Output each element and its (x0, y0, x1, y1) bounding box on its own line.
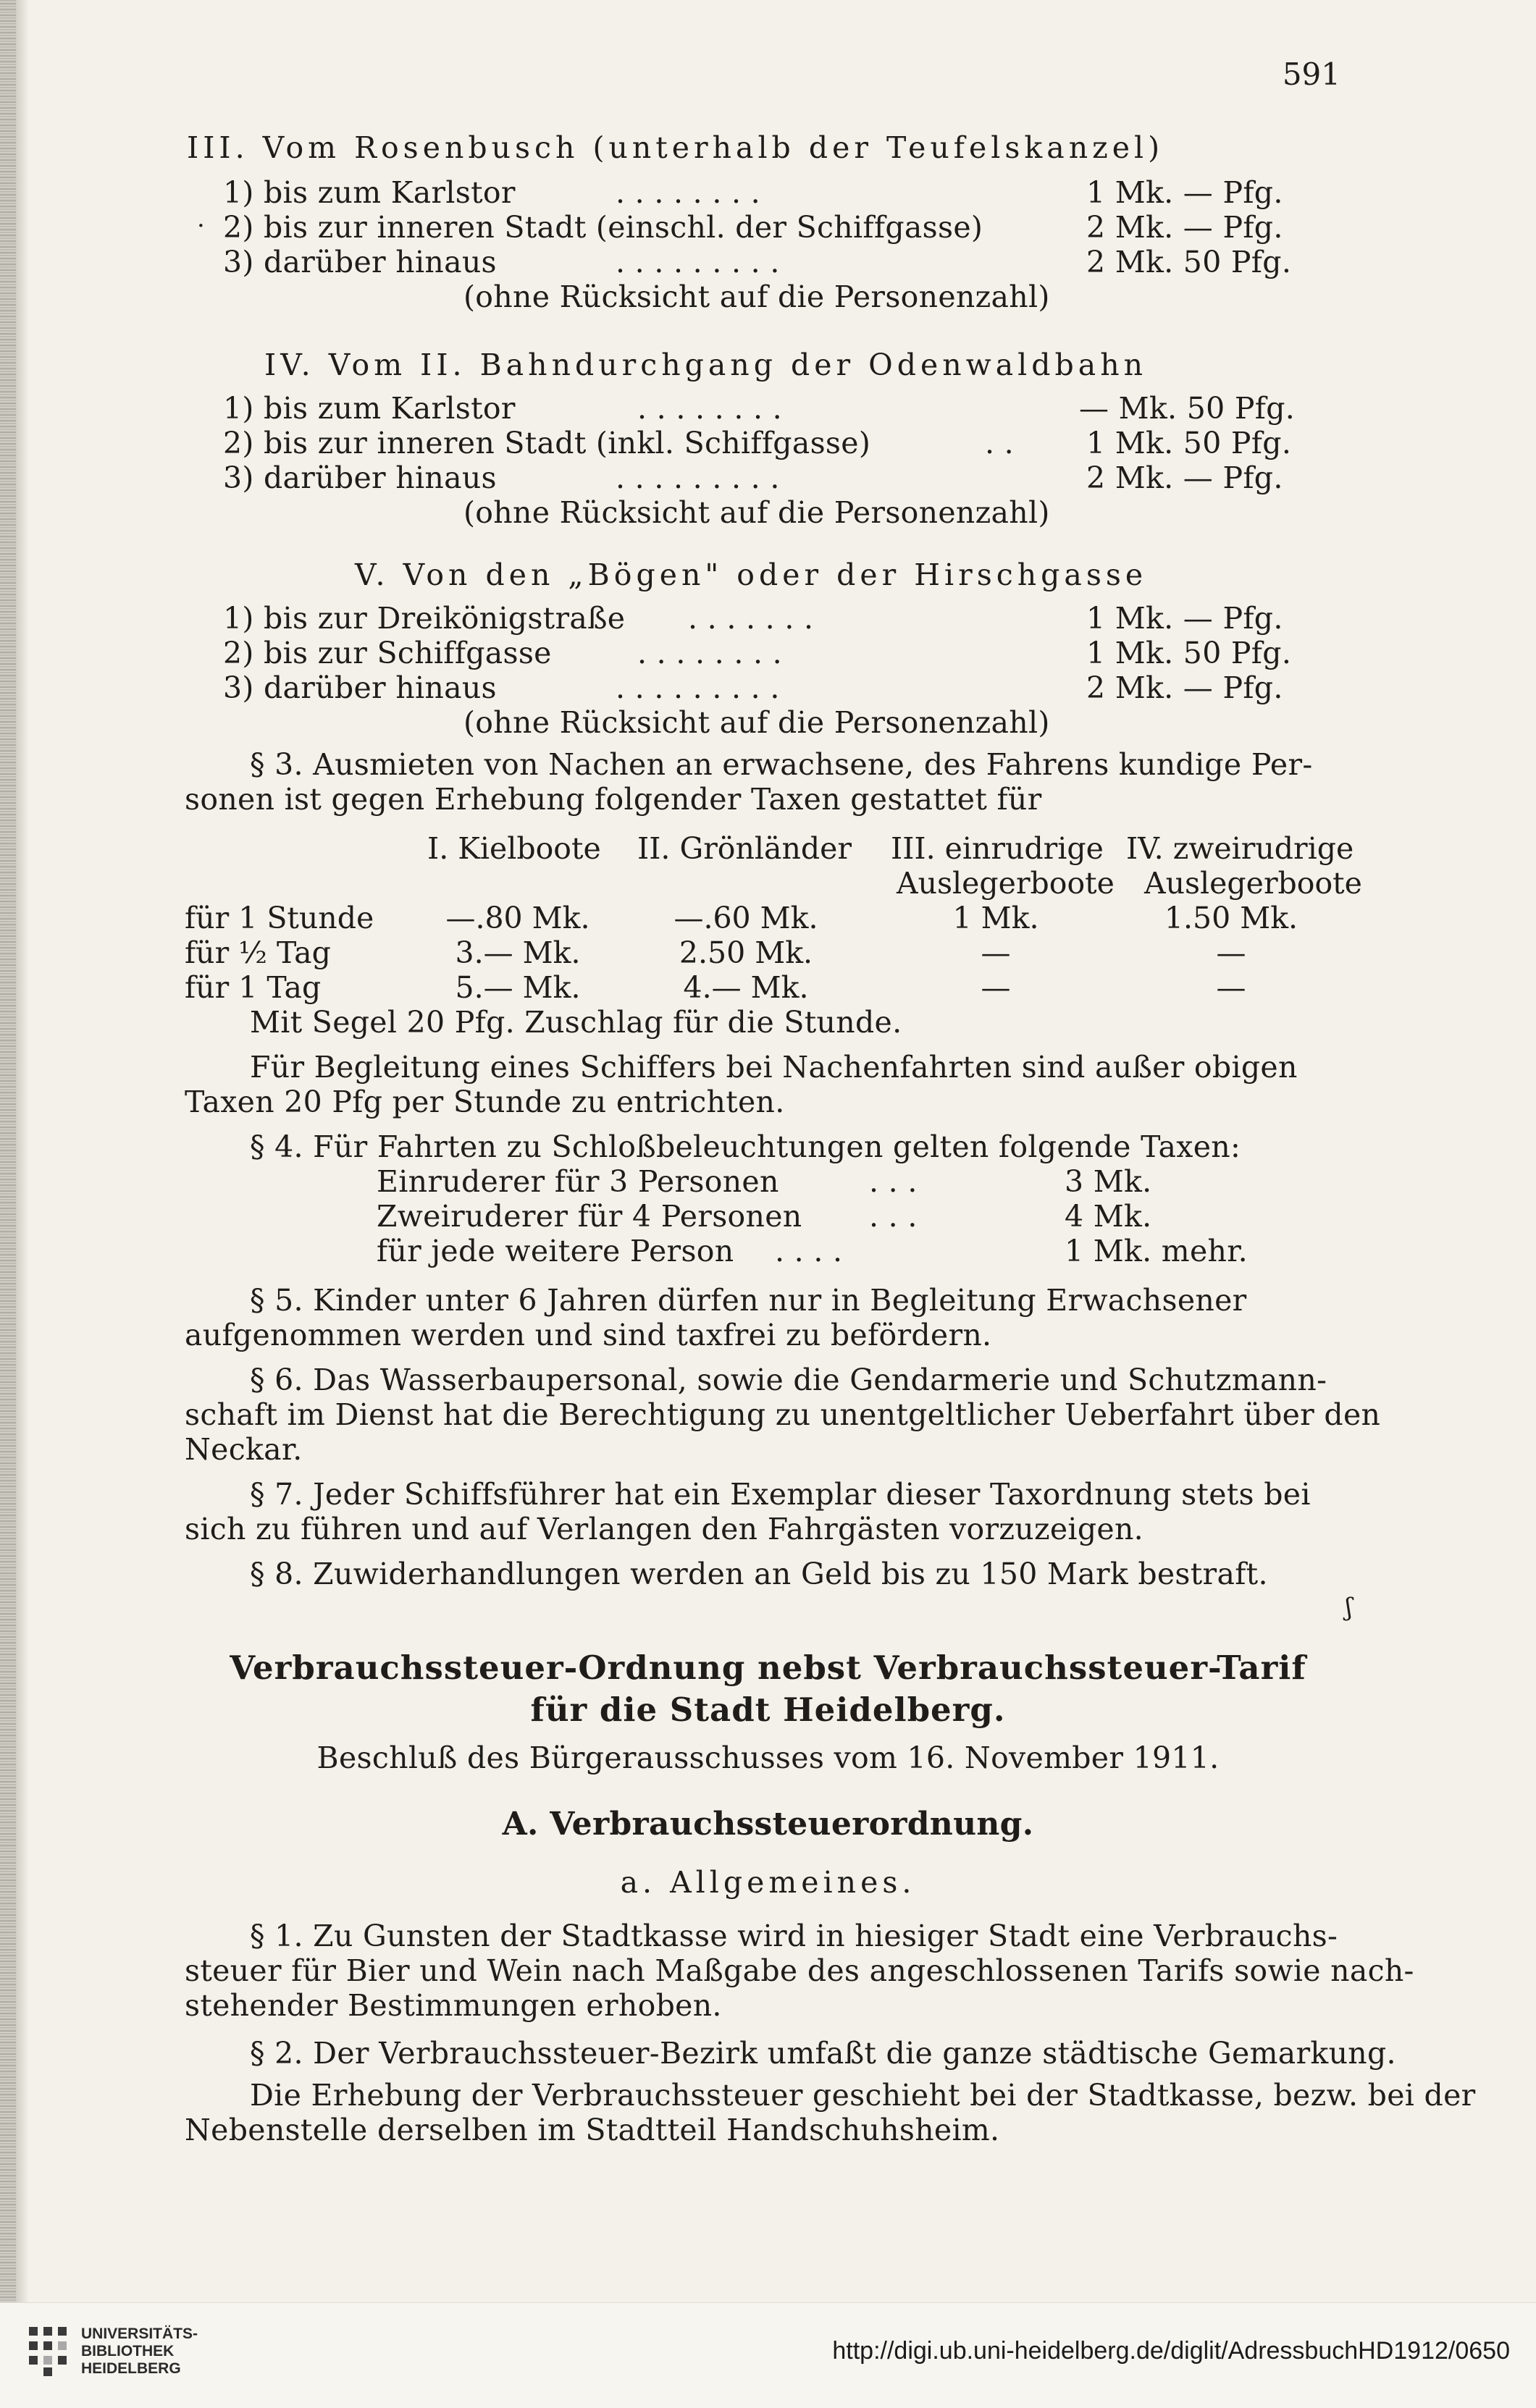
escort-line-1: Für Begleitung eines Schiffers bei Nachenfahrten sind außer obigen (250, 1050, 1298, 1085)
par4-row-2-price: 4 Mk. (1065, 1199, 1152, 1234)
section-iii-row-1-label: 1) bis zum Karlstor (223, 175, 516, 210)
par6-line-3: Neckar. (185, 1432, 303, 1467)
boat-table-row-3-cell-4: — (1216, 970, 1246, 1005)
par7-line-2: sich zu führen und auf Verlangen den Fahrgästen vorzuzeigen. (185, 1512, 1143, 1546)
library-name-line-1: UNIVERSITÄTS- (81, 2325, 198, 2342)
boat-table-header-1: I. Kielboote (427, 831, 601, 866)
section-v-note: (ohne Rücksicht auf die Personenzahl) (463, 705, 1050, 740)
section-iii-heading: III. Vom Rosenbusch (unterhalb der Teufelskanzel) (187, 130, 1164, 165)
section-iii-row-1-price: 1 Mk. — Pfg. (1086, 175, 1283, 210)
escort-line-2: Taxen 20 Pfg per Stunde zu entrichten. (185, 1085, 785, 1119)
par3-line-2: sonen ist gegen Erhebung folgender Taxen gestattet für (185, 782, 1042, 817)
tax-par1-line-3: stehender Bestimmungen erhoben. (185, 1988, 722, 2023)
boat-table-header-3: III. einrudrige (891, 831, 1104, 866)
binding-edge (0, 0, 16, 2407)
boat-table-row-3-cell-3: — (981, 970, 1011, 1005)
tax-par1-line-1: § 1. Zu Gunsten der Stadtkasse wird in hiesiger Stadt eine Verbrauchs- (250, 1919, 1338, 1953)
tax-par1-line-2: steuer für Bier und Wein nach Maßgabe des angeschlossenen Tarifs sowie nach- (185, 1953, 1414, 1988)
section-a-sub-heading: a. Allgemeines. (620, 1865, 916, 1900)
source-url-link[interactable]: http://digi.ub.uni-heidelberg.de/diglit/AdressbuchHD1912/0650 (832, 2337, 1510, 2365)
par3-line-1: § 3. Ausmieten von Nachen an erwachsene, des Fahrens kundige Per- (250, 747, 1313, 782)
section-iv-row-1-price: — Mk. 50 Pfg. (1079, 391, 1296, 426)
section-v-row-3-price: 2 Mk. — Pfg. (1086, 670, 1283, 705)
section-iv-row-2-price: 1 Mk. 50 Pfg. (1086, 426, 1292, 460)
par5-line-1: § 5. Kinder unter 6 Jahren dürfen nur in Begleitung Erwachsener (250, 1283, 1247, 1318)
title-line-2: für die Stadt Heidelberg. (530, 1691, 1006, 1729)
section-v-row-1-label: 1) bis zur Dreikönigstraße (223, 601, 626, 636)
section-iv-row-2-label: 2) bis zur inneren Stadt (inkl. Schiffgasse) (223, 426, 871, 460)
boat-table-row-1-cell-4: 1.50 Mk. (1164, 901, 1298, 935)
par4-row-1-dots: . . . (869, 1164, 918, 1199)
section-v-heading: V. Von den „Bögen" oder der Hirschgasse (355, 557, 1148, 592)
margin-mark: · (197, 211, 205, 240)
boat-table-row-1-cell-3: 1 Mk. (952, 901, 1039, 935)
section-iv-row-1-dots: . . . . . . . . (637, 391, 782, 426)
section-iii-note: (ohne Rücksicht auf die Personenzahl) (463, 279, 1050, 314)
section-iii-row-3-price: 2 Mk. 50 Pfg. (1086, 245, 1292, 279)
section-a-heading: A. Verbrauchssteuerordnung. (502, 1806, 1034, 1843)
library-name-line-2: BIBLIOTHEK (81, 2343, 175, 2359)
boat-table-row-2-label: für ½ Tag (185, 935, 331, 970)
section-iii-row-3-dots: . . . . . . . . . (616, 245, 780, 279)
boat-table-row-1-label: für 1 Stunde (185, 901, 374, 935)
boat-table-row-2-cell-3: — (981, 935, 1011, 970)
boat-table-row-1-cell-2: —.60 Mk. (673, 901, 818, 935)
section-iv-note: (ohne Rücksicht auf die Personenzahl) (463, 495, 1050, 530)
boat-table-row-3-cell-2: 4.— Mk. (683, 970, 809, 1005)
tax-par2-line-1: § 2. Der Verbrauchssteuer-Bezirk umfaßt die ganze städtische Gemarkung. (250, 2036, 1396, 2071)
library-logo-icon (28, 2325, 70, 2378)
section-iv-row-2-dots: . . (985, 426, 1014, 460)
resolution-line: Beschluß des Bürgerausschusses vom 16. November 1911. (316, 1740, 1220, 1775)
par6-line-1: § 6. Das Wasserbaupersonal, sowie die Gendarmerie und Schutzmann- (250, 1363, 1327, 1397)
section-v-row-3-label: 3) darüber hinaus (223, 670, 497, 705)
section-v-row-1-dots: . . . . . . . (688, 601, 814, 636)
tax-par2-line-3: Nebenstelle derselben im Stadtteil Handschuhsheim. (185, 2113, 1000, 2147)
boat-table-row-2-cell-1: 3.— Mk. (455, 935, 581, 970)
par5-line-2: aufgenommen werden und sind taxfrei zu befördern. (185, 1318, 992, 1352)
section-iii-row-3-label: 3) darüber hinaus (223, 245, 497, 279)
page-number: 591 (1282, 56, 1340, 92)
par4-row-1-label: Einruderer für 3 Personen (377, 1164, 779, 1199)
par8: § 8. Zuwiderhandlungen werden an Geld bis zu 150 Mark bestraft. (250, 1557, 1268, 1591)
sail-note: Mit Segel 20 Pfg. Zuschlag für die Stunde. (250, 1005, 902, 1040)
section-iv-row-1-label: 1) bis zum Karlstor (223, 391, 516, 426)
par4-row-1-price: 3 Mk. (1065, 1164, 1152, 1199)
section-v-row-2-price: 1 Mk. 50 Pfg. (1086, 636, 1292, 670)
boat-table-subheader-3: Auslegerboote (897, 866, 1115, 901)
par4-row-2-label: Zweiruderer für 4 Personen (377, 1199, 802, 1234)
section-iv-row-3-dots: . . . . . . . . . (616, 460, 780, 495)
section-v-row-1-price: 1 Mk. — Pfg. (1086, 601, 1283, 636)
par4-row-3-price: 1 Mk. mehr. (1065, 1234, 1248, 1268)
library-name (81, 2325, 198, 2378)
section-v-row-2-label: 2) bis zur Schiffgasse (223, 636, 552, 670)
par4-row-2-dots: . . . (869, 1199, 918, 1234)
title-line-1: Verbrauchssteuer-Ordnung nebst Verbrauchssteuer-Tarif (230, 1649, 1306, 1687)
section-iv-heading: IV. Vom II. Bahndurchgang der Odenwaldbahn (264, 348, 1148, 382)
boat-table-row-3-label: für 1 Tag (185, 970, 322, 1005)
par4-intro: § 4. Für Fahrten zu Schloßbeleuchtungen gelten folgende Taxen: (250, 1129, 1241, 1164)
boat-table-row-1-cell-1: —.80 Mk. (445, 901, 590, 935)
boat-table-row-2-cell-4: — (1216, 935, 1246, 970)
par7-line-1: § 7. Jeder Schiffsführer hat ein Exemplar dieser Taxordnung stets bei (250, 1477, 1311, 1512)
library-name-line-3: HEIDELBERG (81, 2360, 181, 2377)
boat-table-row-2-cell-2: 2.50 Mk. (679, 935, 813, 970)
par4-row-3-dots: . . . . (775, 1234, 843, 1268)
margin-mark: ʃ (1346, 1593, 1353, 1622)
section-iv-row-3-price: 2 Mk. — Pfg. (1086, 460, 1283, 495)
par4-row-3-label: für jede weitere Person (377, 1234, 734, 1268)
tax-par2-line-2: Die Erhebung der Verbrauchssteuer geschieht bei der Stadtkasse, bezw. bei der (250, 2078, 1476, 2113)
section-iii-row-2-label: 2) bis zur inneren Stadt (einschl. der Schiffgasse) (223, 210, 983, 245)
boat-table-header-4: IV. zweirudrige (1126, 831, 1354, 866)
par6-line-2: schaft im Dienst hat die Berechtigung zu unentgeltlicher Ueberfahrt über den (185, 1397, 1381, 1432)
boat-table-row-3-cell-1: 5.— Mk. (455, 970, 581, 1005)
section-v-row-3-dots: . . . . . . . . . (616, 670, 780, 705)
boat-table-header-2: II. Grönländer (637, 831, 852, 866)
section-iv-row-3-label: 3) darüber hinaus (223, 460, 497, 495)
binding-shadow (16, 0, 29, 2407)
boat-table-subheader-4: Auslegerboote (1144, 866, 1362, 901)
section-v-row-2-dots: . . . . . . . . (637, 636, 782, 670)
section-iii-row-1-dots: . . . . . . . . (616, 175, 760, 210)
section-iii-row-2-price: 2 Mk. — Pfg. (1086, 210, 1283, 245)
